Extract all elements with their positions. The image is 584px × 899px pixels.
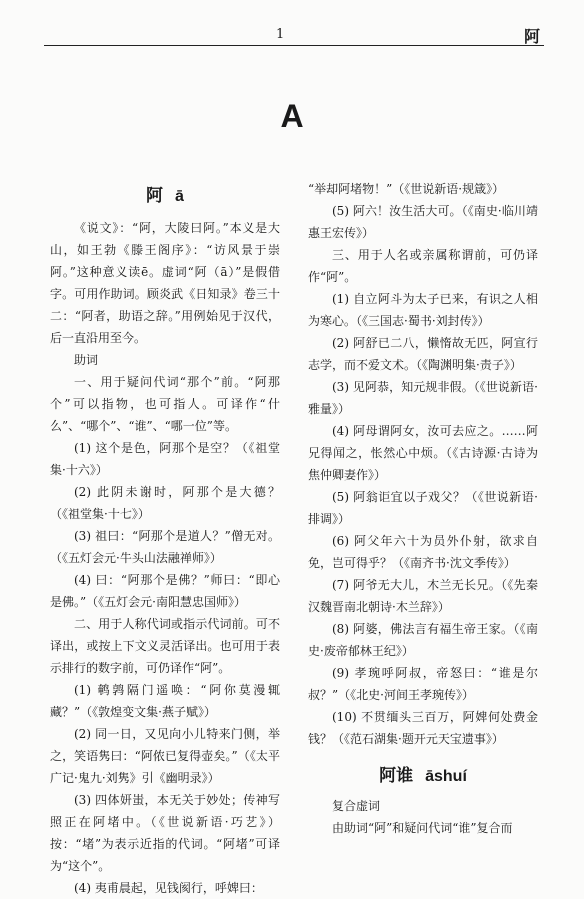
section-letter: A [280,98,304,134]
entry-headword [50,184,280,209]
usage-heading: 二、用于人称代词或指示代词前。可不译出，或按上下文义灵活译出。也可用于表示排行的数字前，可仍译作“阿”。 [50,617,280,675]
example-continuation: “举却阿堵物！”（《世说新语·规箴》） [308,182,505,196]
example-sentence: (4) 阿母谓阿女，汝可去应之。……阿兄得闻之，怅然心中烦。（《古诗源·古诗为焦仲卿妻作》） [308,424,538,482]
usage-heading: 一、用于疑问代词“那个”前。“阿那个”可以指物，也可指人。可译作“什么”、“哪个”、“谁”、“哪一位”等。 [50,375,280,433]
example-sentence: (4) 曰：“阿那个是佛？”师曰：“即心是佛。”（《五灯会元·南阳慧忠国师》） [50,573,280,609]
example-sentence: (1) 这个是色，阿那个是空？（《祖堂集·十六》） [50,441,280,477]
header-rule [44,45,544,46]
example-sentence: (2) 同一日，又见向小儿特来门侧，举之，笑语隽曰：“阿侬已复得壶矣。”（《太平广记·鬼九·刘隽》引《幽明录》） [50,727,280,785]
example-sentence: (1) 自立阿斗为太子已来，有识之人相为寒心。（《三国志·蜀书·刘封传》） [308,292,538,328]
right-column [308,178,538,839]
example-sentence: (7) 阿爷无大儿，木兰无长兄。（《先秦汉魏晋南北朝诗·木兰辞》） [308,578,538,614]
left-column [50,178,280,899]
part-of-speech-label: 复合虚词 [332,799,381,813]
example-sentence: (2) 阿舒已二八，懒惰故无匹，阿宣行志学，而不爱文术。（《陶渊明集·责子》） [308,336,538,372]
example-sentence: (8) 阿婆，佛法言有福生帝王家。（《南史·废帝郁林王纪》） [308,622,538,658]
example-sentence: (3) 见阿恭，知元规非假。（《世说新语·雅量》） [308,380,538,416]
example-sentence: (1) 鹌鹑隔门遥唤：“阿你莫漫辄藏？”（《敦煌变文集·燕子赋》） [50,683,280,719]
running-head: 阿 [523,27,540,46]
example-sentence: (5) 阿六！汝生活大可。（《南史·临川靖惠王宏传》） [308,204,538,240]
definition-paragraph: 《说文》：“阿，大陵曰阿。”本义是大山，如王勃《滕王阁序》：“访风景于崇阿。”这种意义读ē。虚词“阿（ā）”是假借字。可用作助词。顾炎武《日知录》卷三十二：“阿者，助语之辞。”用例始见于汉代，后一直沿用至今。 [50,221,280,345]
example-sentence: (5) 阿翁讵宜以子戏父？（《世说新语·排调》） [308,490,538,526]
example-sentence: (3) 四体妍蚩，本无关于妙处；传神写照正在阿堵中。（《世说新语·巧艺》）按：“堵”为表示近指的代词。“阿堵”可译为“这个”。 [50,793,280,873]
usage-heading: 三、用于人名或亲属称谓前，可仍译作“阿”。 [308,248,538,284]
example-sentence: (6) 阿父年六十为员外仆射，欲求自免，岂可得乎？（《南齐书·沈文季传》） [308,534,538,570]
example-sentence: (10) 不贯缅头三百万，阿婢何处费金钱？（《范石湖集·题开元天宝遗事》） [308,710,538,746]
example-sentence: (9) 孝琬呼阿叔，帝怒曰：“谁是尔叔？”（《北史·河间王孝琬传》） [308,666,538,702]
page-header [44,24,544,46]
headword-pinyin: āshuí [425,768,467,785]
headword-text: 阿谁 [379,766,414,786]
part-of-speech-label: 助词 [74,353,99,367]
page-number: 1 [276,27,285,42]
entry-headword [308,764,538,789]
example-sentence: (3) 祖曰：“阿那个是道人？”僧无对。（《五灯会元·牛头山法融禅师》） [50,529,280,565]
example-sentence: (4) 夷甫晨起，见钱阂行，呼婢曰： [74,881,263,895]
definition-paragraph: 由助词“阿”和疑问代词“谁”复合而 [332,821,513,835]
headword-text: 阿 [146,186,164,206]
example-sentence: (2) 此阴未谢时，阿那个是大德？（《祖堂集·十七》） [50,485,280,521]
headword-pinyin: ā [175,188,184,205]
